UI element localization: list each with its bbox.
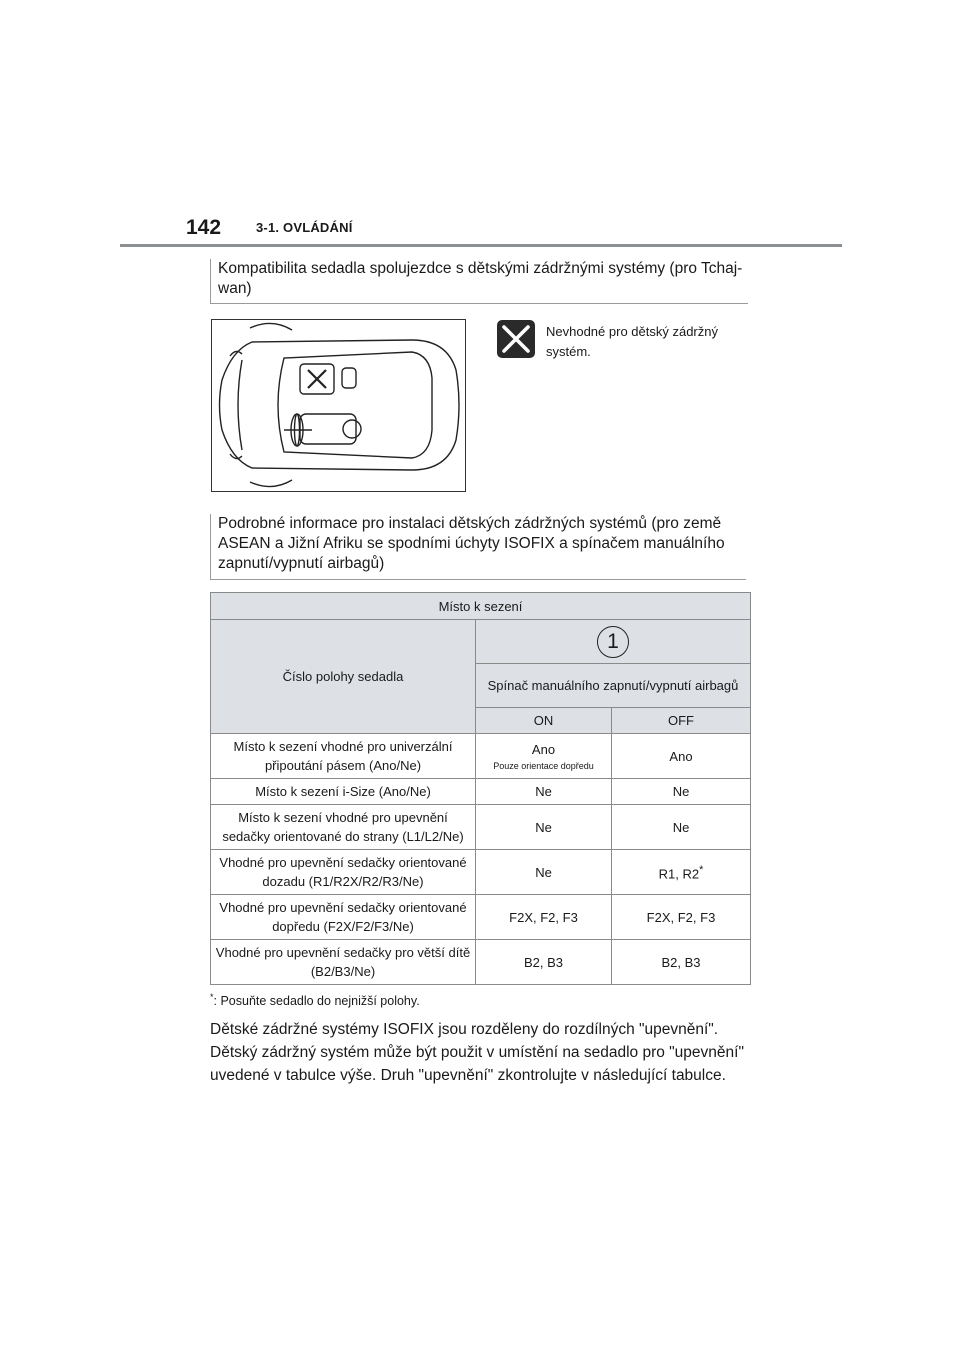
row-label: Vhodné pro upevnění sedačky orientované dozadu (R1/R2X/R2/R3/Ne) xyxy=(211,850,476,895)
footnote-mark: * xyxy=(699,863,704,876)
row-label: Místo k sezení vhodné pro univerzální připoutání pásem (Ano/Ne) xyxy=(211,734,476,779)
row-off-value: Ano xyxy=(612,734,751,779)
footnote xyxy=(210,992,420,1008)
header-divider xyxy=(120,244,842,247)
footnote-mark: * xyxy=(210,992,214,1002)
row-on-value xyxy=(476,734,612,779)
x-mark-icon xyxy=(497,320,535,358)
section-title: 3-1. OVLÁDÁNÍ xyxy=(256,220,353,235)
row-off-text: R1, R2 xyxy=(658,866,700,882)
position-number-header: Číslo polohy sedadla xyxy=(211,620,476,734)
row-off-value: Ne xyxy=(612,779,751,805)
position-1-cell xyxy=(476,620,751,664)
child-seat-table xyxy=(210,592,751,985)
page-number: 142 xyxy=(186,216,222,239)
row-label: Vhodné pro upevnění sedačky orientované dopředu (F2X/F2/F3/Ne) xyxy=(211,895,476,940)
row-on-value: Ne xyxy=(476,779,612,805)
row-label: Vhodné pro upevnění sedačky pro větší dítě (B2/B3/Ne) xyxy=(211,940,476,985)
car-topview-icon xyxy=(212,320,464,490)
body-paragraph: Dětské zádržné systémy ISOFIX jsou rozděleny do rozdílných "upevnění". Dětský zádržný systém může být použit v umístění na sedadlo pro "upevnění" uvedené v tabulce výše. Druh "upevnění" zkontrolujte v následující tabulce. xyxy=(210,1021,744,1084)
details-heading: Podrobné informace pro instalaci dětských zádržných systémů (pro země ASEAN a Jižní Afriku se spodními úchyty ISOFIX a spínačem manuálního zapnutí/vypnutí airbagů) xyxy=(210,514,746,580)
row-on-text: Ano xyxy=(531,741,556,757)
compatibility-heading: Kompatibilita sedadla spolujezdce s dětskými zádržnými systémy (pro Tchaj-wan) xyxy=(210,259,748,304)
row-on-note: Pouze orientace dopředu xyxy=(493,760,594,771)
row-on-value: B2, B3 xyxy=(476,940,612,985)
row-on-value: F2X, F2, F3 xyxy=(476,895,612,940)
row-off-value xyxy=(612,850,751,895)
row-label: Místo k sezení vhodné pro upevnění sedačky orientované do strany (L1/L2/Ne) xyxy=(211,805,476,850)
car-seat-diagram xyxy=(211,319,466,492)
row-off-value: B2, B3 xyxy=(612,940,751,985)
footnote-text: : Posuňte sedadlo do nejnižší polohy. xyxy=(213,994,420,1009)
row-label: Místo k sezení i-Size (Ano/Ne) xyxy=(211,779,476,805)
row-off-value: F2X, F2, F3 xyxy=(612,895,751,940)
off-header: OFF xyxy=(612,708,751,734)
row-off-value: Ne xyxy=(612,805,751,850)
row-on-value: Ne xyxy=(476,850,612,895)
airbag-switch-header: Spínač manuálního zapnutí/vypnutí airbagů xyxy=(476,664,751,708)
legend-text: Nevhodné pro dětský zádržný systém. xyxy=(546,324,718,359)
seating-header: Místo k sezení xyxy=(211,593,751,620)
position-1-circle: 1 xyxy=(597,626,629,658)
row-on-value: Ne xyxy=(476,805,612,850)
on-header: ON xyxy=(476,708,612,734)
